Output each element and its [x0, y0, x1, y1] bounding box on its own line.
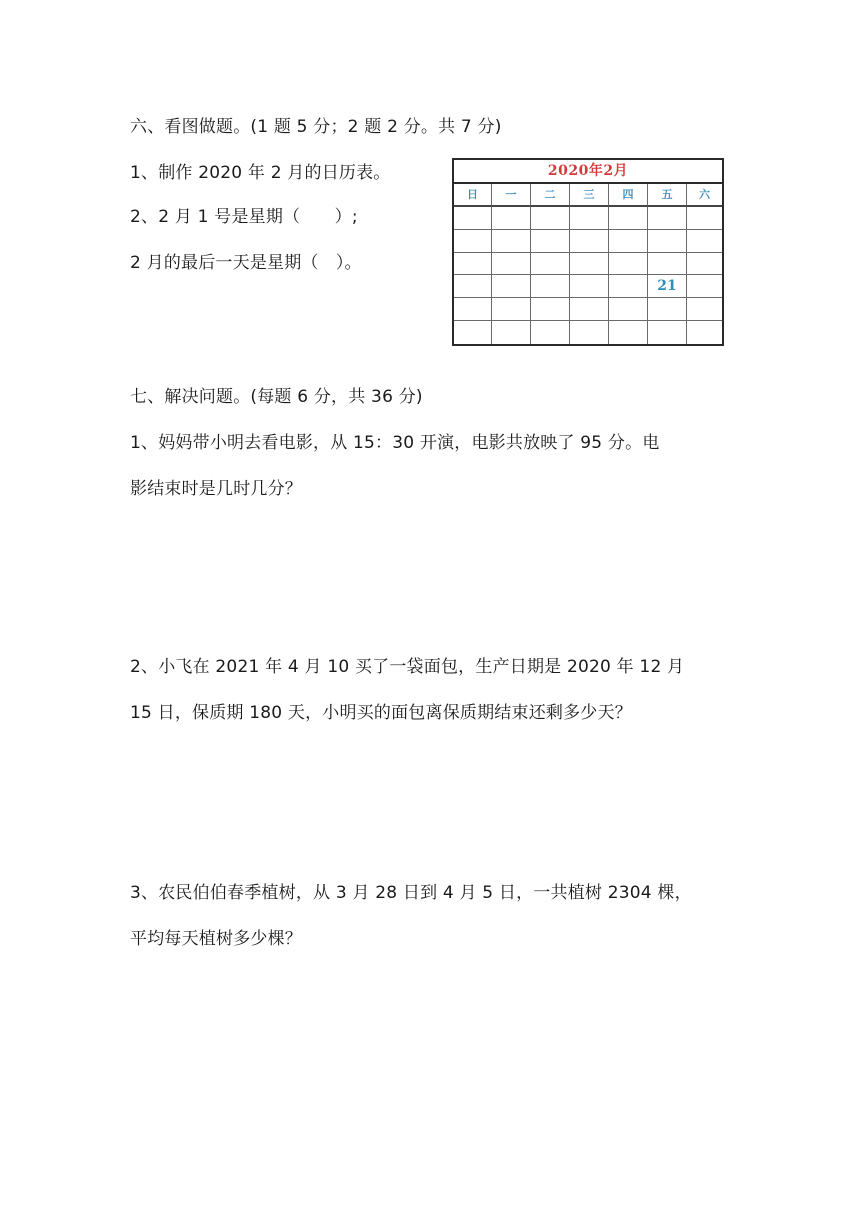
calendar-cell: [531, 298, 570, 321]
calendar-cell: [454, 230, 492, 253]
calendar-cell: [609, 207, 648, 230]
problem-3-line-1: 3、农民伯伯春季植树，从 3 月 28 日到 4 月 5 日，一共植树 2304 棵，: [130, 883, 692, 903]
calendar-cell: [492, 207, 531, 230]
calendar-cell: [570, 207, 609, 230]
weekday-header: 三: [570, 184, 609, 207]
calendar-cell: [454, 298, 492, 321]
calendar-cell: [454, 321, 492, 344]
calendar-cell: [648, 207, 687, 230]
calendar-cell: [648, 298, 687, 321]
calendar-cell: [570, 230, 609, 253]
weekday-header: 一: [492, 184, 531, 207]
calendar-cell: [687, 230, 722, 253]
calendar-cell: [687, 321, 722, 344]
problem-2-line-1: 2、小飞在 2021 年 4 月 10 买了一袋面包，生产日期是 2020 年 12 月: [130, 657, 685, 677]
weekday-header: 日: [454, 184, 492, 207]
weekday-header: 四: [609, 184, 648, 207]
problem-1-line-1: 1、妈妈带小明去看电影，从 15：30 开演，电影共放映了 95 分。电: [130, 433, 660, 453]
calendar-cell: [687, 207, 722, 230]
calendar-cell: [454, 253, 492, 276]
section-6-question-2b: 2 月的最后一天是星期（ ）。: [130, 253, 362, 273]
weekday-header: 五: [648, 184, 687, 207]
calendar-cell: [687, 298, 722, 321]
calendar-cell: [570, 298, 609, 321]
calendar-cell: [492, 321, 531, 344]
calendar-cell: [648, 253, 687, 276]
problem-2-line-2: 15 日，保质期 180 天，小明买的面包离保质期结束还剩多少天？: [130, 703, 632, 723]
weekday-header: 二: [531, 184, 570, 207]
calendar-cell: [570, 275, 609, 298]
calendar-cell: [531, 253, 570, 276]
calendar-cell: [648, 230, 687, 253]
calendar-cell: [609, 253, 648, 276]
calendar-cell: [648, 321, 687, 344]
calendar-cell: [531, 275, 570, 298]
problem-1-line-2: 影结束时是几时几分？: [130, 479, 302, 499]
calendar-cell: [570, 321, 609, 344]
calendar-cell: [454, 207, 492, 230]
section-6-heading: 六、看图做题。(1 题 5 分；2 题 2 分。共 7 分): [130, 117, 502, 137]
calendar-table: [452, 158, 724, 346]
calendar-cell: [609, 275, 648, 298]
calendar-cell: [492, 253, 531, 276]
section-7-heading: 七、解决问题。(每题 6 分，共 36 分): [130, 387, 423, 407]
calendar-cell: [609, 321, 648, 344]
calendar-title: 2020年2月: [454, 160, 722, 184]
calendar-grid: [454, 184, 722, 344]
calendar-date-21: 21: [648, 275, 687, 298]
calendar-cell: [492, 230, 531, 253]
calendar-cell: [531, 230, 570, 253]
problem-3-line-2: 平均每天植树多少棵？: [130, 929, 302, 949]
calendar-cell: [609, 230, 648, 253]
calendar-cell: [531, 321, 570, 344]
calendar-cell: [492, 275, 531, 298]
calendar-cell: [570, 253, 609, 276]
weekday-header: 六: [687, 184, 722, 207]
calendar-cell: [454, 275, 492, 298]
calendar-cell: [687, 275, 722, 298]
calendar-cell: [609, 298, 648, 321]
section-6-question-2a: 2、2 月 1 号是星期（ ）;: [130, 207, 358, 227]
calendar-cell: [492, 298, 531, 321]
calendar-cell: [687, 253, 722, 276]
section-6-question-1: 1、制作 2020 年 2 月的日历表。: [130, 163, 391, 183]
calendar-cell: [531, 207, 570, 230]
